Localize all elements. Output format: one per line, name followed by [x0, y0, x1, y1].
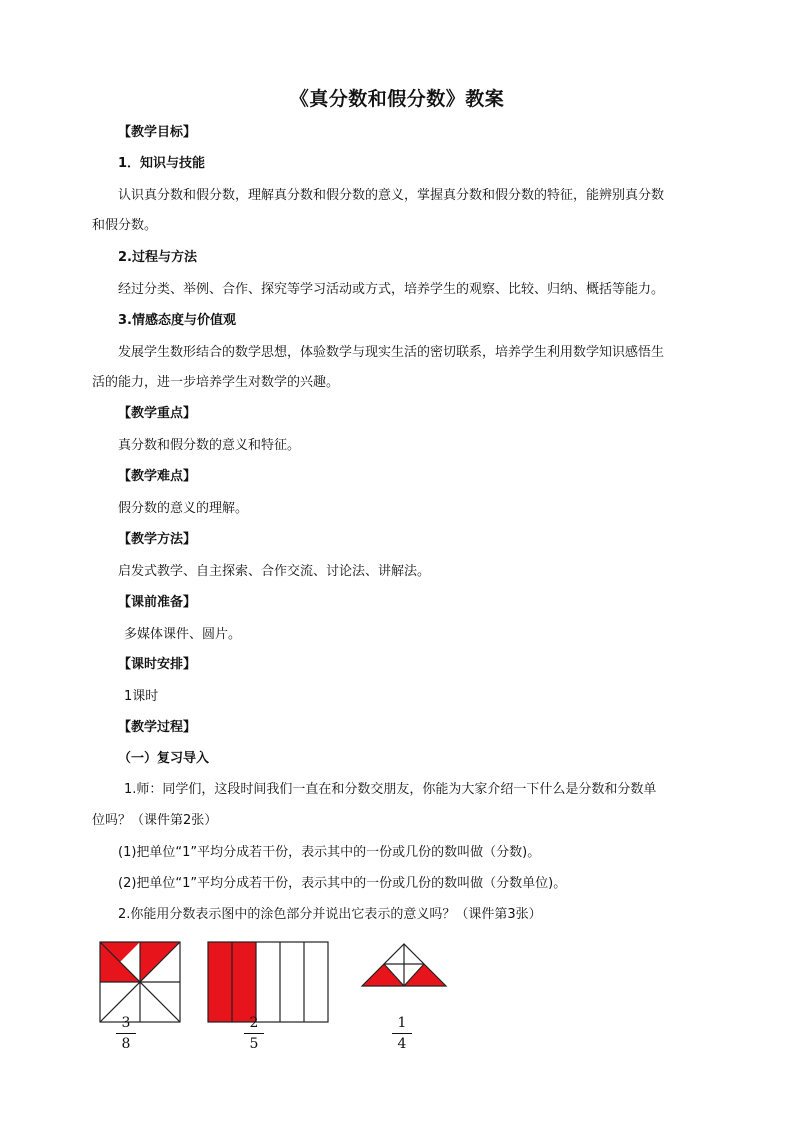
- teaching-process-heading: 【教学过程】: [118, 720, 197, 735]
- objective-3-text-line-1: 发展学生数形结合的数学思想，体验数学与现实生活的密切联系，培养学生利用数学知识感悟生: [118, 345, 665, 360]
- fraction-denominator: 4: [397, 1036, 407, 1052]
- fraction-bar: [116, 1033, 136, 1034]
- fraction-numerator: 2: [249, 1015, 259, 1031]
- class-hours-heading: 【课时安排】: [118, 657, 197, 672]
- fraction-denominator: 5: [249, 1036, 259, 1052]
- fraction-denominator: 8: [121, 1036, 131, 1052]
- shaded-part: [362, 964, 404, 986]
- question-1-item-2: (2)把单位“1”平均分成若干份，表示其中的一份或几份的数叫做（分数单位)。: [118, 876, 567, 891]
- question-1-line-1: 1.师：同学们，这段时间我们一直在和分数交朋友，你能为大家介绍一下什么是分数和分数单: [124, 782, 657, 797]
- objective-2-heading: 2.过程与方法: [118, 250, 197, 265]
- fraction-label-3: [392, 1015, 412, 1052]
- objective-3-heading: 3.情感态度与价值观: [118, 313, 236, 328]
- question-1-item-1: (1)把单位“1”平均分成若干份，表示其中的一份或几份的数叫做（分数)。: [118, 845, 541, 860]
- objective-3-text-line-2: 活的能力，进一步培养学生对数学的兴趣。: [92, 375, 340, 390]
- objective-1-heading: 1．知识与技能: [118, 156, 206, 171]
- shaded-part: [404, 964, 446, 986]
- question-2-line-1: 2.你能用分数表示图中的涂色部分并说出它表示的意义吗？（课件第3张）: [118, 907, 542, 922]
- class-hours-text: 1课时: [124, 689, 159, 704]
- key-points-text: 真分数和假分数的意义和特征。: [118, 438, 301, 453]
- fraction-bar: [392, 1033, 412, 1034]
- rectangle-fifths-figure: [208, 942, 328, 1022]
- fraction-numerator: 3: [121, 1015, 131, 1031]
- objective-2-text: 经过分类、举例、合作、探究等学习活动或方式，培养学生的观察、比较、归纳、概括等能力。: [118, 282, 665, 297]
- difficult-points-heading: 【教学难点】: [118, 469, 197, 484]
- key-points-heading: 【教学重点】: [118, 406, 197, 421]
- teaching-method-heading: 【教学方法】: [118, 532, 197, 547]
- question-1-line-2: 位吗？（课件第2张）: [92, 813, 218, 828]
- objective-1-text-line-2: 和假分数。: [92, 218, 158, 233]
- preparation-heading: 【课前准备】: [118, 595, 197, 610]
- objective-1-text-line-1: 认识真分数和假分数，理解真分数和假分数的意义，掌握真分数和假分数的特征，能辨别真分数: [118, 188, 665, 203]
- document-title: 《真分数和假分数》教案: [289, 88, 505, 110]
- section-1-heading: （一）复习导入: [118, 751, 210, 766]
- fraction-bar: [244, 1033, 264, 1034]
- fraction-numerator: 1: [397, 1015, 407, 1031]
- fraction-label-2: [244, 1015, 264, 1052]
- fraction-label-1: [116, 1015, 136, 1052]
- preparation-text: 多媒体课件、圆片。: [124, 627, 242, 642]
- teaching-method-text: 启发式教学、自主探索、合作交流、讨论法、讲解法。: [118, 564, 431, 579]
- triangle-figure: [362, 944, 446, 986]
- objectives-heading: 【教学目标】: [118, 125, 197, 140]
- square-eighths-figure: [100, 942, 180, 1022]
- difficult-points-text: 假分数的意义的理解。: [118, 501, 249, 516]
